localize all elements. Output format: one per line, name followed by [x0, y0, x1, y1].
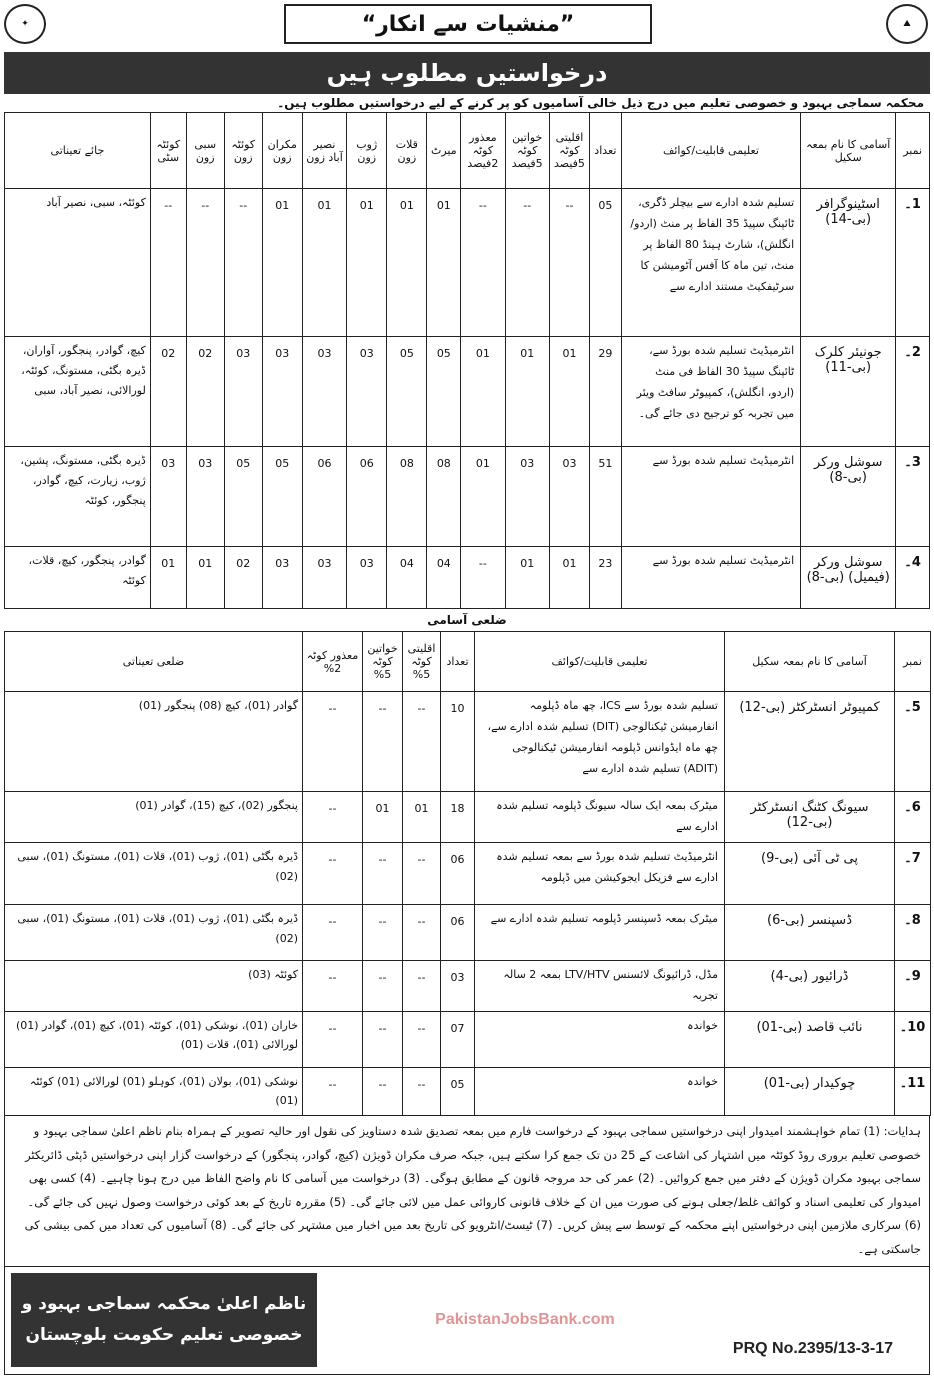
- table-cell: 01: [186, 547, 224, 609]
- column-header: نصیر آباد زون: [302, 113, 346, 189]
- table-cell: 01: [150, 547, 186, 609]
- table-cell: 06: [441, 842, 475, 904]
- column-header: معذور کوٹہ 2%: [303, 632, 363, 692]
- authority-line-2: خصوصی تعلیم حکومت بلوچستان: [25, 1325, 303, 1346]
- table-cell: گوادر، پنجگور، کیچ، قلات، کوئٹہ: [5, 547, 151, 609]
- header-row: [5, 632, 931, 692]
- column-header: خواتین کوٹہ 5%: [363, 632, 403, 692]
- header: [4, 0, 930, 48]
- table-cell: کوئٹہ، سبی، نصیر آباد: [5, 189, 151, 337]
- table-cell: 03: [262, 547, 302, 609]
- table-cell: 04: [427, 547, 461, 609]
- table-cell: 06: [441, 904, 475, 960]
- table-cell: --: [363, 904, 403, 960]
- table-cell: کمپیوٹر انسٹرکٹر (بی-12): [725, 692, 895, 792]
- table-cell: --: [303, 1067, 363, 1116]
- column-header: تعداد: [441, 632, 475, 692]
- table-cell: خواندہ: [475, 1011, 725, 1067]
- district-posts-heading: ضلعی آسامی: [427, 613, 507, 627]
- table-cell: جونیئر کلرک (بی-11): [801, 337, 896, 447]
- column-header: نمبر: [896, 113, 930, 189]
- table-cell: --: [403, 904, 441, 960]
- table-cell: 03: [302, 337, 346, 447]
- department-logo: ✦: [4, 4, 46, 44]
- table-cell: انٹرمیڈیٹ تسلیم شدہ بورڈ سے: [621, 447, 801, 547]
- table-cell: 18: [441, 792, 475, 843]
- table-cell: --: [363, 1067, 403, 1116]
- table-cell: 08: [387, 447, 427, 547]
- table-cell: 01: [505, 547, 549, 609]
- table-cell: چوکیدار (بی-01): [725, 1067, 895, 1116]
- table-cell: --: [549, 189, 589, 337]
- table-cell: 3۔: [896, 447, 930, 547]
- table-cell: 03: [441, 960, 475, 1011]
- column-header: ضلعی تعیناتی: [5, 632, 303, 692]
- table-cell: --: [403, 1011, 441, 1067]
- column-header: سبی زون: [186, 113, 224, 189]
- prq-number: PRQ No.2395/13-3-17: [732, 1339, 893, 1357]
- table-cell: 01: [403, 792, 441, 843]
- column-header: معذور کوٹہ 2فیصد: [461, 113, 505, 189]
- table-cell: 5۔: [895, 692, 931, 792]
- table-cell: 23: [590, 547, 622, 609]
- table-cell: سیونگ کٹنگ انسٹرکٹر (بی-12): [725, 792, 895, 843]
- table-cell: تسلیم شدہ بورڈ سے ICS، چھ ماہ ڈپلومہ انفارمیشن ٹیکنالوجی (DIT) تسلیم شدہ ادارے سے، چھ ماہ ایڈوانس ڈپلومہ انفارمیشن ٹیکنالوجی (ADIT) تسلیم شدہ ادارے سے: [475, 692, 725, 792]
- table-row: [5, 904, 931, 960]
- table-cell: --: [224, 189, 262, 337]
- watermark: PakistanJobsBank.com: [435, 1311, 615, 1329]
- table-cell: 07: [441, 1011, 475, 1067]
- column-header: کوئٹہ سٹی: [150, 113, 186, 189]
- table-cell: 8۔: [895, 904, 931, 960]
- table-cell: 10: [441, 692, 475, 792]
- table-cell: --: [363, 842, 403, 904]
- column-header: کوئٹہ زون: [224, 113, 262, 189]
- table-cell: 10۔: [895, 1011, 931, 1067]
- table-cell: سوشل ورکر (بی-8): [801, 447, 896, 547]
- table-cell: 04: [387, 547, 427, 609]
- table-cell: 01: [347, 189, 387, 337]
- table-cell: 02: [224, 547, 262, 609]
- table-cell: 02: [186, 337, 224, 447]
- table-cell: --: [403, 1067, 441, 1116]
- table-cell: 03: [347, 547, 387, 609]
- table-row: [5, 960, 931, 1011]
- table-cell: 03: [549, 447, 589, 547]
- intro-text: محکمہ سماجی بہبود و خصوصی تعلیم میں درج ذیل خالی آسامیوں کو پر کرنے کے لیے درخواستیں مطلوب ہیں۔: [277, 96, 924, 110]
- instructions: ہدایات: (1) تمام خواہشمند امیدوار اپنی درخواستیں سماجی بہبود کے درخواست فارم میں بمعہ تصدیق شدہ دستاویز کی نقول اور حالیہ تصویر کے ہمراہ بنام ناظم اعلیٰ سماجی بہبود و خصوصی تعلیم بروری روڈ کوئٹہ میں اشتہار کی اشاعت کے 25 دن تک جمع کرا سکتے ہیں، جبکہ صرف مکران ڈویژن (کیچ، گوادر، پنجگور) کے درخواست گزار اپنی درخواستیں ڈپٹی ڈائریکٹر سماجی بہبود مکران ڈویژن کے دفتر میں جمع کروائیں۔ (2) عمر کی حد مروجہ قانون کے مطابق ہوگی۔ (3) درخواست میں آسامی کا نام واضح الفاظ میں درج ہونا چاہیے۔ (4) کسی بھی امیدوار کی تعلیمی اسناد و کوائف غلط/جعلی ہونے کی صورت میں ان کے خلاف قانونی کاروائی عمل میں لائی جائے گی۔ (5) مقررہ تاریخ کے بعد کوئی درخواست وصول نہیں کی جائے گی۔ (6) سرکاری ملازمین اپنی درخواستیں اپنے محکمہ کے توسط سے پیش کریں۔ (7) ٹیسٹ/انٹرویو کی تاریخ بعد میں اخبار میں مشتہر کی جائے گی۔ (8) آسامیوں کی تعداد میں کمی بیشی کی جاسکتی ہے۔: [4, 1116, 930, 1266]
- table-cell: 4۔: [896, 547, 930, 609]
- table-cell: ڈرائیور (بی-4): [725, 960, 895, 1011]
- column-header: تعلیمی قابلیت/کوائف: [621, 113, 801, 189]
- table-cell: 06: [347, 447, 387, 547]
- table-cell: --: [303, 960, 363, 1011]
- table-cell: گوادر (01)، کیچ (08) پنجگور (01): [5, 692, 303, 792]
- table-cell: 03: [224, 337, 262, 447]
- table-cell: 03: [150, 447, 186, 547]
- table-cell: 03: [302, 547, 346, 609]
- district-posts-table: [4, 631, 931, 1116]
- table-cell: 05: [590, 189, 622, 337]
- table-cell: 6۔: [895, 792, 931, 843]
- table-cell: --: [403, 960, 441, 1011]
- table-cell: 05: [387, 337, 427, 447]
- table-cell: 01: [302, 189, 346, 337]
- table-cell: --: [505, 189, 549, 337]
- table-cell: 03: [186, 447, 224, 547]
- table-cell: 01: [427, 189, 461, 337]
- table-cell: ڈیرہ بگٹی، مستونگ، پشین، ژوب، زیارت، کیچ، گوادر، پنجگور، کوئٹہ: [5, 447, 151, 547]
- table-cell: --: [303, 1011, 363, 1067]
- column-header: قلات زون: [387, 113, 427, 189]
- column-header: جائے تعیناتی: [5, 113, 151, 189]
- table-row: [5, 337, 930, 447]
- table-cell: 03: [347, 337, 387, 447]
- table-cell: پی ٹی آئی (بی-9): [725, 842, 895, 904]
- table-row: [5, 792, 931, 843]
- column-header: تعداد: [590, 113, 622, 189]
- table-cell: 01: [387, 189, 427, 337]
- table-cell: --: [403, 842, 441, 904]
- table-cell: 29: [590, 337, 622, 447]
- header-row: [5, 113, 930, 189]
- table-cell: 01: [363, 792, 403, 843]
- column-header: اقلیتی کوٹہ 5%: [403, 632, 441, 692]
- table-cell: ڈیرہ بگٹی (01)، ژوب (01)، قلات (01)، مستونگ (01)، سبی (02): [5, 842, 303, 904]
- table-cell: نوشکی (01)، بولان (01)، کوہلو (01) لورالائی (01) کوئٹہ (01): [5, 1067, 303, 1116]
- table-cell: 01: [505, 337, 549, 447]
- table-row: [5, 842, 931, 904]
- table-cell: 11۔: [895, 1067, 931, 1116]
- table-cell: 1۔: [896, 189, 930, 337]
- column-header: آسامی کا نام بمعہ سکیل: [801, 113, 896, 189]
- column-header: اقلیتی کوٹہ 5فیصد: [549, 113, 589, 189]
- table-cell: 9۔: [895, 960, 931, 1011]
- table-cell: --: [403, 692, 441, 792]
- column-header: نمبر: [895, 632, 931, 692]
- table-cell: --: [363, 692, 403, 792]
- table-cell: نائب قاصد (بی-01): [725, 1011, 895, 1067]
- table-cell: 05: [427, 337, 461, 447]
- column-header: میرٹ: [427, 113, 461, 189]
- column-header: مکران زون: [262, 113, 302, 189]
- table-cell: انٹرمیڈیٹ تسلیم شدہ بورڈ سے: [621, 547, 801, 609]
- table-cell: --: [363, 1011, 403, 1067]
- table-cell: انٹرمیڈیٹ تسلیم شدہ بورڈ سے بمعہ تسلیم شدہ ادارے سے فزیکل ایجوکیشن میں ڈپلومہ: [475, 842, 725, 904]
- column-header: آسامی کا نام بمعہ سکیل: [725, 632, 895, 692]
- table-row: [5, 1067, 931, 1116]
- table-cell: 03: [262, 337, 302, 447]
- table-cell: --: [150, 189, 186, 337]
- provincial-posts-table: [4, 112, 930, 609]
- table-cell: 05: [224, 447, 262, 547]
- footer: [4, 1267, 930, 1375]
- table-cell: --: [186, 189, 224, 337]
- table-cell: کوئٹہ (03): [5, 960, 303, 1011]
- table-cell: --: [303, 692, 363, 792]
- table-cell: 7۔: [895, 842, 931, 904]
- table-cell: --: [363, 960, 403, 1011]
- banner-heading: درخواستیں مطلوب ہیں: [4, 52, 930, 94]
- table-cell: --: [461, 189, 505, 337]
- table-row: [5, 447, 930, 547]
- table-cell: مڈل، ڈرائیونگ لائسنس LTV/HTV بمعہ 2 سالہ تجربہ: [475, 960, 725, 1011]
- issuing-authority: [11, 1273, 317, 1367]
- authority-line-1: ناظم اعلیٰ محکمہ سماجی بہبود و: [21, 1294, 307, 1315]
- table-cell: 2۔: [896, 337, 930, 447]
- table-cell: اسٹینوگرافر (بی-14): [801, 189, 896, 337]
- table-cell: 05: [441, 1067, 475, 1116]
- column-header: ژوب زون: [347, 113, 387, 189]
- table-cell: 01: [549, 547, 589, 609]
- table-cell: ڈسپنسر (بی-6): [725, 904, 895, 960]
- table-cell: --: [461, 547, 505, 609]
- table-cell: 02: [150, 337, 186, 447]
- column-header: خواتین کوٹہ 5فیصد: [505, 113, 549, 189]
- table-row: [5, 692, 931, 792]
- table-cell: خاران (01)، نوشکی (01)، کوئٹہ (01)، کیچ (01)، گوادر (01) لورالائی (01)، قلات (01): [5, 1011, 303, 1067]
- table-cell: 01: [262, 189, 302, 337]
- slogan-title: ”منشیات سے انکار“: [284, 4, 652, 44]
- table-row: [5, 189, 930, 337]
- table-cell: 51: [590, 447, 622, 547]
- table-row: [5, 1011, 931, 1067]
- table-cell: 03: [505, 447, 549, 547]
- table-cell: --: [303, 792, 363, 843]
- table-row: [5, 547, 930, 609]
- table-cell: ڈیرہ بگٹی (01)، ژوب (01)، قلات (01)، مستونگ (01)، سبی (02): [5, 904, 303, 960]
- column-header: تعلیمی قابلیت/کوائف: [475, 632, 725, 692]
- table-cell: 01: [461, 337, 505, 447]
- table-cell: 01: [461, 447, 505, 547]
- table-cell: 05: [262, 447, 302, 547]
- table-cell: خواندہ: [475, 1067, 725, 1116]
- table-cell: تسلیم شدہ ادارے سے بیچلر ڈگری، ٹائپنگ سپیڈ 35 الفاظ پر منٹ (اردو/انگلش)، شارٹ ہینڈ 80 الفاظ پر منٹ، تین ماہ کا آفس آٹومیشن کا سرٹیفکیٹ مستند ادارے سے: [621, 189, 801, 337]
- table-cell: 06: [302, 447, 346, 547]
- table-cell: --: [303, 904, 363, 960]
- table-cell: 01: [549, 337, 589, 447]
- table-cell: انٹرمیڈیٹ تسلیم شدہ بورڈ سے، ٹائپنگ سپیڈ 30 الفاظ فی منٹ (اردو، انگلش)، کمپیوٹر سافٹ ویئر میں تجربہ کو ترجیح دی جائے گی۔: [621, 337, 801, 447]
- table-cell: 08: [427, 447, 461, 547]
- table-cell: --: [303, 842, 363, 904]
- government-seal: ⛰: [886, 4, 928, 44]
- table-cell: میٹرک بمعہ ڈسپنسر ڈپلومہ تسلیم شدہ ادارے سے: [475, 904, 725, 960]
- table-cell: کیچ، گوادر، پنجگور، آواران، ڈیرہ بگٹی، مستونگ، کوئٹہ، لورالائی، نصیر آباد، سبی: [5, 337, 151, 447]
- table-cell: میٹرک بمعہ ایک سالہ سیونگ ڈپلومہ تسلیم شدہ ادارے سے: [475, 792, 725, 843]
- table-cell: سوشل ورکر (فیمیل) (بی-8): [801, 547, 896, 609]
- table-cell: پنجگور (02)، کیچ (15)، گوادر (01): [5, 792, 303, 843]
